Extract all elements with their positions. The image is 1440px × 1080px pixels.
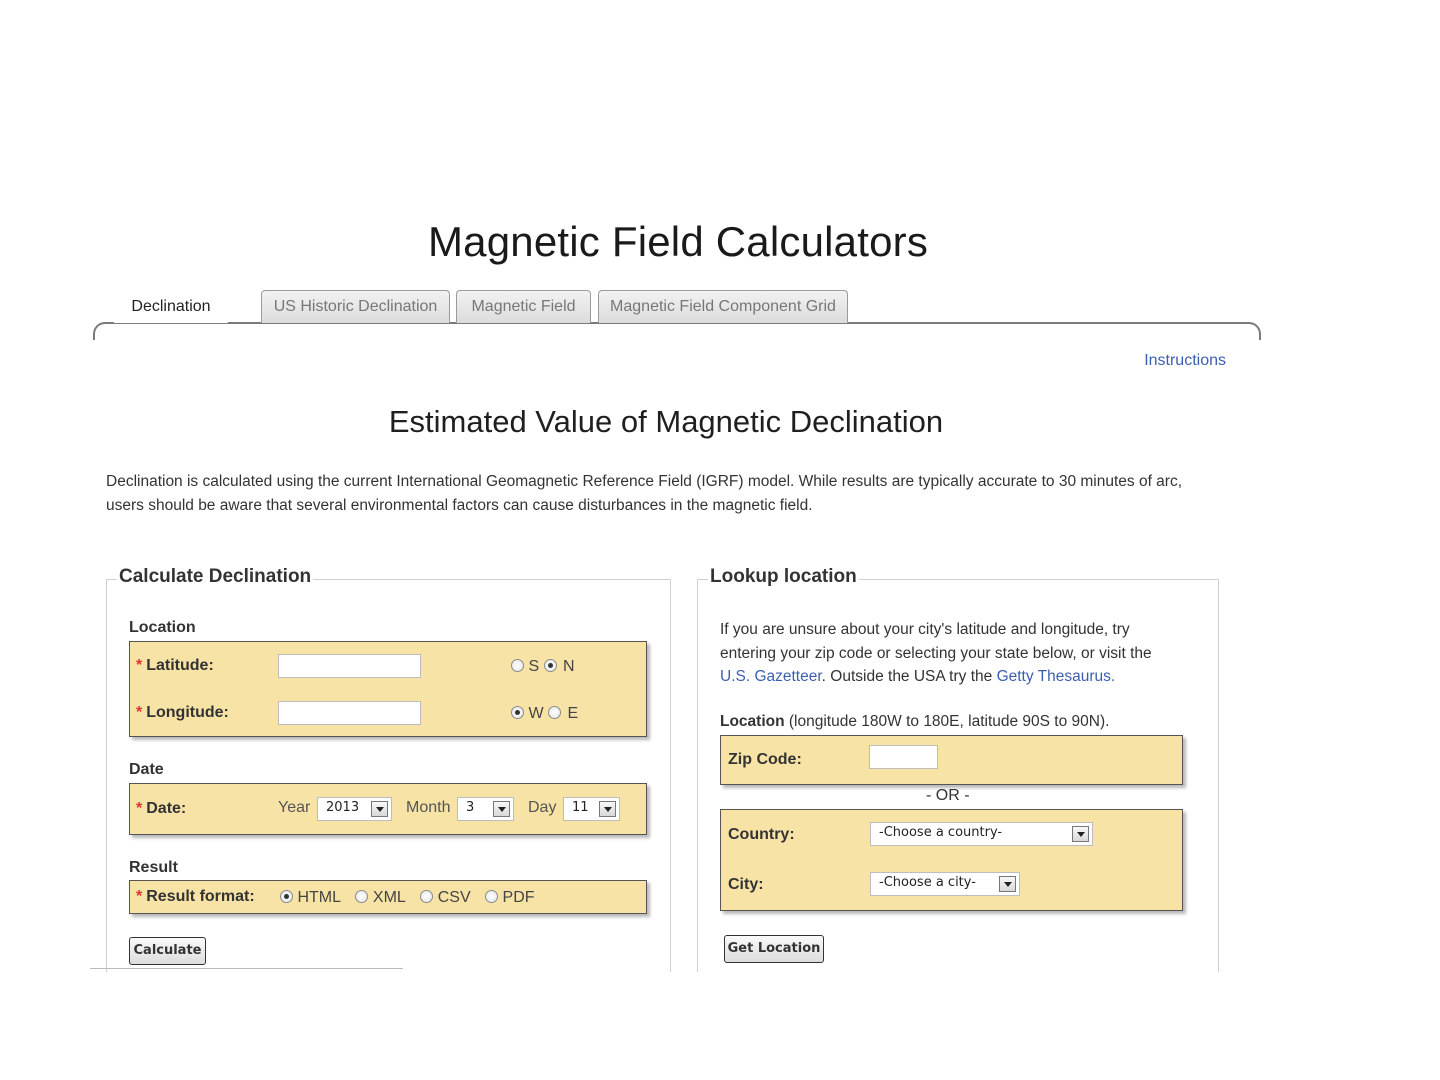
- longitude-label: Longitude:: [146, 704, 229, 721]
- format-pdf-label: PDF: [502, 889, 535, 906]
- day-value: 11: [572, 800, 589, 815]
- lookup-text-line-2: entering your zip code or selecting your state below, or visit the: [720, 644, 1152, 662]
- longitude-input[interactable]: [278, 701, 421, 725]
- location-range-label: [720, 713, 1109, 731]
- intro-text: [106, 470, 1236, 518]
- date-panel: [129, 783, 647, 835]
- chevron-down-icon: [371, 801, 388, 817]
- date-group-label: Date: [129, 761, 164, 778]
- result-format-label: Result format:: [146, 888, 255, 905]
- calculate-declination-legend: Calculate Declination: [119, 566, 312, 587]
- required-mark: *: [136, 704, 143, 721]
- result-format-options: [280, 889, 535, 907]
- day-label: Day: [528, 799, 557, 816]
- lookup-instructions: [720, 618, 1200, 689]
- country-label: Country:: [728, 826, 795, 843]
- format-html-label: HTML: [297, 889, 342, 906]
- month-select[interactable]: [457, 797, 514, 821]
- longitude-w-label: W: [528, 705, 544, 722]
- zip-code-input[interactable]: [869, 745, 938, 769]
- tab-bar-border: [93, 322, 1261, 340]
- location-label: Location: [720, 713, 785, 730]
- lookup-text-line-3-middle: . Outside the USA try the: [821, 668, 997, 685]
- chevron-down-icon: [493, 801, 510, 817]
- result-panel: [129, 880, 647, 914]
- date-label-wrap: [136, 800, 186, 818]
- day-select[interactable]: [563, 797, 620, 821]
- latitude-hemisphere: [511, 658, 575, 676]
- required-mark: *: [136, 888, 143, 905]
- latitude-n-label: N: [563, 658, 575, 675]
- zip-code-label: Zip Code:: [728, 751, 802, 768]
- result-label-wrap: [136, 888, 255, 906]
- chevron-down-icon: [599, 801, 616, 817]
- get-location-button[interactable]: Get Location: [724, 935, 824, 963]
- chevron-down-icon: [999, 876, 1016, 892]
- format-xml-radio[interactable]: [355, 890, 368, 903]
- lookup-location-legend: Lookup location: [710, 566, 857, 587]
- tab-magnetic-field[interactable]: Magnetic Field: [456, 290, 591, 323]
- format-csv-radio[interactable]: [420, 890, 433, 903]
- country-select-value: -Choose a country-: [879, 825, 1003, 840]
- format-xml-label: XML: [372, 889, 406, 906]
- chevron-down-icon: [1072, 826, 1089, 842]
- year-select[interactable]: [317, 797, 392, 821]
- us-gazetteer-link[interactable]: U.S. Gazetteer: [720, 668, 822, 685]
- result-group-label: Result: [129, 859, 178, 876]
- getty-thesaurus-link[interactable]: Getty Thesaurus: [996, 668, 1111, 685]
- tab-declination[interactable]: Declination: [114, 290, 228, 323]
- city-label: City:: [728, 876, 764, 893]
- longitude-label-wrap: [136, 704, 229, 722]
- lookup-text-line-3-end: .: [1110, 668, 1116, 685]
- location-panel: [129, 641, 647, 737]
- latitude-label: Latitude:: [146, 657, 214, 674]
- city-select[interactable]: [870, 872, 1020, 896]
- country-city-panel: [720, 809, 1183, 911]
- country-select[interactable]: [870, 822, 1093, 846]
- latitude-n-radio[interactable]: [544, 659, 557, 672]
- required-mark: *: [136, 657, 143, 674]
- section-title: Estimated Value of Magnetic Declination: [388, 404, 944, 439]
- latitude-s-label: S: [528, 658, 540, 675]
- format-html-radio[interactable]: [280, 890, 293, 903]
- month-value: 3: [466, 800, 475, 815]
- lookup-text-line-3: [720, 665, 1200, 689]
- longitude-w-radio[interactable]: [511, 706, 524, 719]
- calculate-button[interactable]: Calculate: [129, 937, 206, 965]
- month-label: Month: [406, 799, 451, 816]
- city-select-value: -Choose a city-: [879, 875, 976, 890]
- instructions-link[interactable]: Instructions: [1144, 352, 1226, 369]
- location-hint: (longitude 180W to 180E, latitude 90S to 90N).: [784, 713, 1110, 730]
- format-pdf-radio[interactable]: [485, 890, 498, 903]
- page-title: Magnetic Field Calculators: [427, 218, 929, 265]
- year-value: 2013: [326, 800, 360, 815]
- latitude-s-radio[interactable]: [511, 659, 524, 672]
- format-csv-label: CSV: [437, 889, 471, 906]
- intro-line-2: users should be aware that several environmental factors can cause disturbances in the magnetic field.: [106, 497, 813, 514]
- tab-magnetic-field-component-grid[interactable]: Magnetic Field Component Grid: [598, 290, 848, 323]
- required-mark: *: [136, 800, 143, 817]
- longitude-hemisphere: [511, 705, 578, 723]
- latitude-input[interactable]: [278, 654, 421, 678]
- tab-us-historic-declination[interactable]: US Historic Declination: [261, 290, 450, 323]
- longitude-e-label: E: [567, 705, 579, 722]
- divider: [90, 968, 403, 969]
- or-separator: - OR -: [926, 787, 970, 804]
- latitude-label-wrap: [136, 657, 214, 675]
- zip-panel: [720, 735, 1183, 785]
- lookup-text-line-1: If you are unsure about your city's latitude and longitude, try: [720, 621, 1130, 638]
- longitude-e-radio[interactable]: [548, 706, 561, 719]
- year-label: Year: [278, 799, 311, 816]
- location-group-label: Location: [129, 619, 196, 636]
- date-label: Date:: [146, 800, 187, 817]
- intro-line-1: Declination is calculated using the current International Geomagnetic Reference Field (IGRF) model. While results are typically accurate to 30 minutes of arc,: [106, 473, 1183, 490]
